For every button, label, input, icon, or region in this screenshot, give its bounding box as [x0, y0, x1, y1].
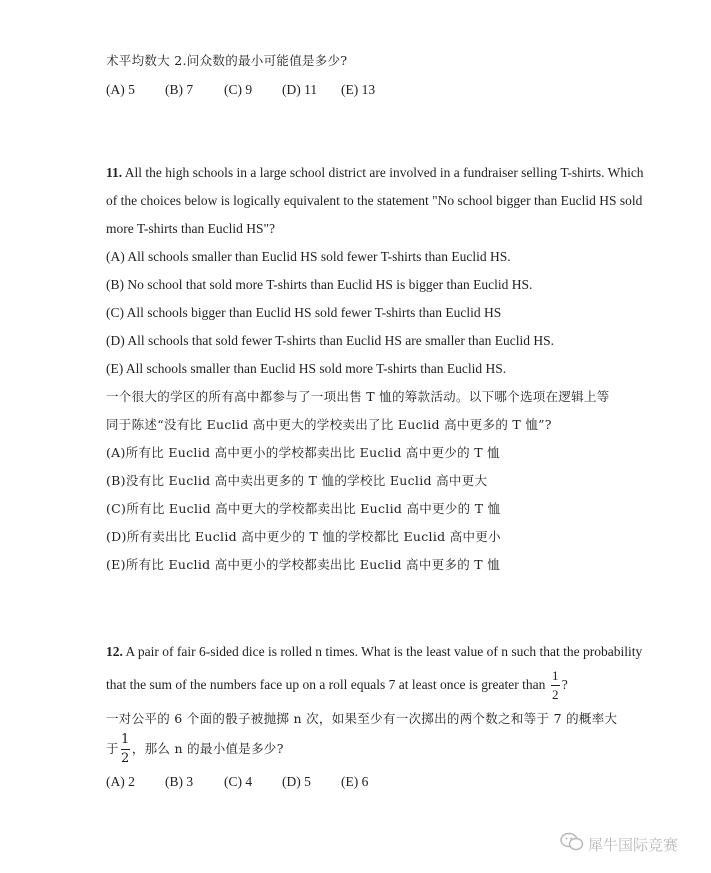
fraction-bar	[551, 685, 560, 686]
watermark	[560, 832, 678, 856]
fraction-bar	[121, 749, 130, 750]
choice-e: (E) 6	[341, 774, 369, 789]
wechat-icon	[560, 832, 584, 856]
q11-option-a: (A) All schools smaller than Euclid HS sold fewer T-shirts than Euclid HS.	[106, 249, 511, 264]
q12-stem-line-1	[106, 643, 642, 661]
q11-option-b: (B) No school that sold more T-shirts than Euclid HS is bigger than Euclid HS.	[106, 277, 533, 292]
q12-number: 12.	[106, 644, 123, 659]
q12-cn-line-1: 一对公平的 6 个面的骰子被抛掷 n 次，如果至少有一次掷出的两个数之和等于 7 的概率大	[106, 711, 618, 726]
q11-option-c: (C) All schools bigger than Euclid HS sold fewer T-shirts than Euclid HS	[106, 305, 502, 320]
q11-stem-line-3: more T-shirts than Euclid HS"?	[106, 221, 275, 236]
choice-d: (D) 11	[282, 82, 318, 97]
q11-stem-text-1: All the high schools in a large school district are involved in a fundraiser selling T-shirts. Which	[124, 165, 644, 180]
choice-d: (D) 5	[282, 774, 311, 789]
fraction-denominator: 2	[551, 687, 559, 703]
q12-cn-text-pre: 于	[106, 741, 119, 756]
fraction-one-half	[551, 669, 560, 702]
q12-cn-line-2	[106, 728, 284, 770]
choice-e: (E) 13	[341, 82, 376, 97]
fraction-one-half-cn	[121, 733, 130, 766]
q11-cn-line-1: 一个很大的学区的所有高中都参与了一项出售 T 恤的筹款活动。以下哪个选项在逻辑上等	[106, 389, 610, 404]
choice-b: (B) 3	[165, 774, 194, 789]
q12-stem-text-2: that the sum of the numbers face up on a roll equals 7 at least once is greater than	[106, 677, 546, 692]
q11-stem-line-2: of the choices below is logically equivalent to the statement "No school bigger than Euclid HS sold	[106, 193, 643, 208]
choice-c: (C) 9	[224, 82, 253, 97]
choice-a: (A) 5	[106, 82, 135, 97]
q12-choices	[106, 774, 368, 790]
q11-cn-option-a: (A)所有比 Euclid 高中更小的学校都卖出比 Euclid 高中更少的 T 恤	[106, 445, 500, 460]
q11-option-d: (D) All schools that sold fewer T-shirts than Euclid HS are smaller than Euclid HS.	[106, 333, 555, 348]
q11-cn-option-d: (D)所有卖出比 Euclid 高中更少的 T 恤的学校都比 Euclid 高中更小	[106, 529, 501, 544]
q11-cn-option-e: (E)所有比 Euclid 高中更小的学校都卖出比 Euclid 高中更多的 T 恤	[106, 557, 501, 572]
choice-c: (C) 4	[224, 774, 253, 789]
prev-choices	[106, 82, 375, 98]
q11-cn-option-b: (B)没有比 Euclid 高中卖出更多的 T 恤的学校比 Euclid 高中更大	[106, 473, 488, 488]
q11-stem-line-1	[106, 164, 644, 182]
q12-stem-line-2	[106, 664, 568, 706]
watermark-text: 犀牛国际竞赛	[588, 835, 679, 854]
choice-b: (B) 7	[165, 82, 194, 97]
q12-stem-text-1: A pair of fair 6-sided dice is rolled n times. What is the least value of n such that the probability	[125, 644, 643, 659]
q12-cn-text-post: ，那么 n 的最小值是多少?	[131, 741, 284, 756]
q11-number: 11.	[106, 165, 123, 180]
q11-option-e: (E) All schools smaller than Euclid HS sold more T-shirts than Euclid HS.	[106, 361, 507, 376]
fraction-denominator: 2	[121, 751, 130, 766]
fraction-numerator: 1	[121, 732, 130, 747]
choice-a: (A) 2	[106, 774, 135, 789]
fraction-numerator: 1	[551, 668, 559, 684]
prev-question-text: 术平均数大 2.问众数的最小可能值是多少?	[106, 53, 348, 68]
q11-cn-line-2: 同于陈述“没有比 Euclid 高中更大的学校卖出了比 Euclid 高中更多的 T 恤”?	[106, 417, 552, 432]
q12-stem-end: ?	[561, 677, 568, 692]
q11-cn-option-c: (C)所有比 Euclid 高中更大的学校都卖出比 Euclid 高中更少的 T 恤	[106, 501, 501, 516]
